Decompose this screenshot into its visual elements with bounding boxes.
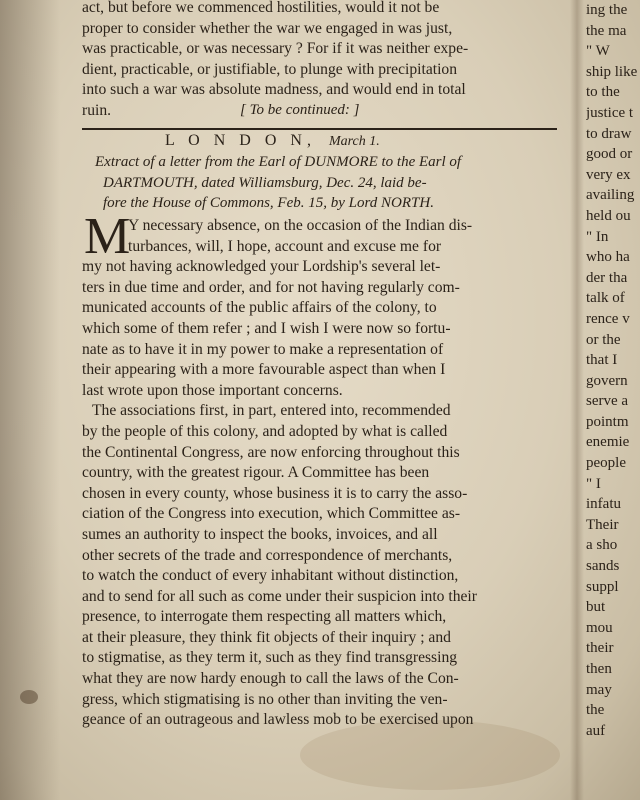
text-line: chosen in every county, whose business it is to carry the asso-: [82, 484, 468, 502]
extract-line: DARTMOUTH, dated Williamsburg, Dec. 24, laid be-: [103, 174, 427, 191]
dateline-date: March 1.: [328, 134, 380, 149]
text-line: sumes an authority to inspect the books, invoices, and all: [82, 525, 438, 543]
text-line: geance of an outrageous and lawless mob to be exercised upon: [82, 711, 474, 729]
text-line: ruin.: [82, 101, 112, 119]
text-line: rence v: [586, 310, 630, 327]
text-line: to the: [586, 84, 620, 101]
text-line: presence, to interrogate them respecting all matters which,: [82, 608, 447, 626]
text-line: then: [586, 661, 612, 677]
text-line: The associations first, in part, entered into, recommended: [92, 402, 451, 420]
text-line: suppl: [586, 578, 619, 595]
text-line: the Continental Congress, are now enforcing throughout this: [82, 443, 460, 461]
text-line: govern: [586, 372, 628, 389]
text-line: " W: [586, 43, 610, 60]
extract-line: fore the House of Commons, Feb. 15, by Lord NORTH.: [103, 195, 434, 212]
text-line: which some of them refer ; and I wish I were now so fortu-: [82, 319, 451, 337]
ink-spot: [20, 690, 38, 704]
section-rule: [82, 128, 557, 130]
text-line: talk of: [586, 290, 625, 307]
text-line: auf: [586, 722, 606, 739]
text-line: " In: [586, 228, 609, 245]
text-line: ship like: [586, 63, 638, 80]
letter-body: [82, 208, 567, 731]
text-line: der tha: [586, 269, 628, 286]
right-column-fragment: [586, 0, 640, 741]
text-line: or the: [586, 331, 621, 348]
text-line: to stigmatise, as they term it, such as they find transgressing: [82, 649, 458, 667]
text-line: but: [586, 599, 606, 616]
text-line: who ha: [586, 249, 630, 266]
text-line: to draw: [586, 125, 632, 142]
extract-line: Extract of a letter from the Earl of DUNMORE to the Earl of: [95, 154, 462, 170]
text-line: act, but before we commenced hostilities, would it not be: [82, 0, 440, 16]
text-line: municated accounts of the public affairs of the colony, to: [82, 299, 437, 317]
text-line: serve a: [586, 393, 629, 410]
text-line: people: [586, 455, 626, 472]
text-line: mou: [586, 619, 613, 636]
text-line: the: [586, 702, 605, 719]
dateline-place: L O N D O N,: [165, 132, 316, 149]
text-line: sands: [586, 558, 620, 575]
text-line: that I: [586, 352, 618, 369]
text-line: very ex: [586, 166, 631, 183]
column-gutter: [570, 0, 584, 800]
text-line: last wrote upon those important concerns.: [82, 381, 343, 399]
text-line: Their: [586, 516, 619, 533]
text-line: by the people of this colony, and adopted by what is called: [82, 422, 448, 440]
text-line: pointm: [586, 413, 629, 430]
text-line: their appearing with a more favourable aspect than when I: [82, 361, 446, 379]
text-line: at their pleasure, they think fit objects of their inquiry ; and: [82, 628, 451, 646]
text-line: the ma: [586, 22, 627, 39]
to-be-continued: [ To be continued: ]: [240, 102, 360, 118]
text-line: was practicable, or was necessary ? For if it was neither expe-: [82, 40, 469, 58]
text-line: to watch the conduct of every inhabitant without distinction,: [82, 567, 459, 585]
text-line: good or: [586, 146, 633, 163]
dateline: [165, 132, 380, 150]
text-line: " I: [586, 475, 601, 492]
text-line: turbances, will, I hope, account and excuse me for: [128, 237, 442, 255]
text-line: proper to consider whether the war we engaged in was just,: [82, 19, 453, 37]
text-line: dient, practicable, or justifiable, to plunge with precipitation: [82, 60, 458, 78]
text-line: country, with the greatest rigour. A Committee has been: [82, 464, 430, 482]
text-line: ciation of the Congress into execution, which Committee as-: [82, 505, 461, 523]
text-line: ters in due time and order, and for not having regularly com-: [82, 278, 460, 296]
text-line: gress, which stigmatising is no other than inviting the ven-: [82, 690, 448, 708]
text-line: justice t: [586, 104, 634, 121]
text-line: their: [586, 640, 614, 657]
drop-cap: M: [84, 208, 131, 265]
text-line: what they are now hardy enough to call the laws of the Con-: [82, 670, 459, 688]
text-line: other secrets of the trade and correspondence of merchants,: [82, 546, 453, 564]
text-line: availing: [586, 187, 635, 204]
text-line: and to send for all such as come under their suspicion into their: [82, 587, 477, 605]
text-line: ing the: [586, 2, 628, 18]
extract-heading: [95, 152, 565, 214]
page-edge-shadow: [0, 0, 60, 800]
text-line: nate as to have it in my power to make a representation of: [82, 340, 444, 358]
text-line: may: [586, 681, 612, 698]
text-line: Y necessary absence, on the occasion of the Indian dis-: [128, 217, 473, 234]
text-line: a sho: [586, 537, 618, 554]
text-line: infatu: [586, 496, 621, 513]
text-line: into such a war was absolute madness, and would end in total: [82, 81, 466, 99]
text-line: enemie: [586, 434, 630, 451]
text-line: held ou: [586, 207, 631, 224]
text-line: my not having acknowledged your Lordship's several let-: [82, 258, 441, 276]
